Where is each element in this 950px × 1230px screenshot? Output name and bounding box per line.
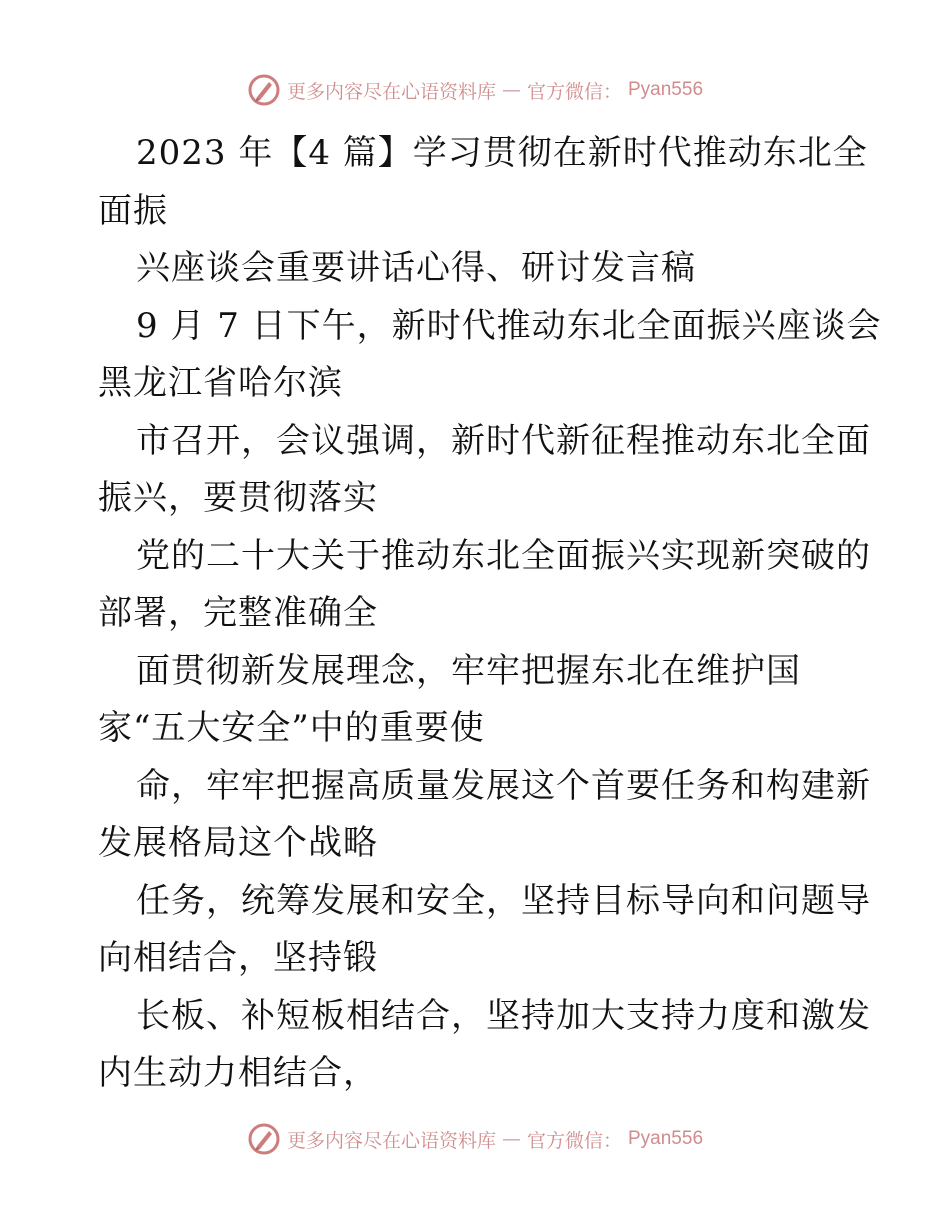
document-body — [98, 125, 882, 1103]
document-line: 部署，完整准确全 — [98, 593, 378, 633]
document-line: 9 月 7 日下午，新时代推动东北全面振兴座谈会 — [136, 305, 882, 346]
watermark-separator: — — [501, 79, 521, 101]
document-line: 振兴，要贯彻落实 — [98, 478, 378, 518]
document-line: 面贯彻新发展理念，牢牢把握东北在维护国 — [136, 650, 801, 691]
watermark-separator: — — [501, 1128, 521, 1150]
document-line: 命，牢牢把握高质量发展这个首要任务和构建新 — [136, 765, 871, 806]
watermark-site-text: 更多内容尽在心语资料库 — [286, 1129, 496, 1152]
document-line: 面振 — [98, 190, 168, 231]
document-line: 向相结合，坚持锻 — [98, 938, 378, 978]
watermark-contact-text: 官方微信： — [526, 80, 622, 103]
document-line: 市召开，会议强调，新时代新征程推动东北全面 — [136, 420, 871, 461]
watermark-contact-text: 官方微信： — [526, 1129, 622, 1152]
document-line: 黑龙江省哈尔滨 — [98, 363, 343, 403]
document-line: 兴座谈会重要讲话心得、研讨发言稿 — [136, 248, 696, 288]
document-line: 长板、补短板相结合，坚持加大支持力度和激发 — [136, 995, 871, 1036]
footer-watermark — [0, 1121, 950, 1157]
watermark-contact-id: Pyan556 — [628, 79, 704, 100]
document-line: 党的二十大关于推动东北全面振兴实现新突破的 — [136, 535, 871, 576]
watermark-contact-id: Pyan556 — [628, 1128, 704, 1149]
document-line: 家“五大安全”中的重要使 — [98, 708, 485, 748]
pen-nib-logo-icon — [247, 1122, 281, 1156]
watermark-site-text: 更多内容尽在心语资料库 — [286, 80, 496, 103]
document-line: 任务，统筹发展和安全，坚持目标导向和问题导 — [136, 880, 871, 921]
document-line: 2023 年【4 篇】学习贯彻在新时代推动东北全 — [136, 133, 868, 173]
header-watermark — [0, 72, 950, 108]
pen-nib-logo-icon — [247, 73, 281, 107]
document-line: 内生动力相结合， — [98, 1053, 378, 1093]
document-line: 发展格局这个战略 — [98, 823, 378, 863]
